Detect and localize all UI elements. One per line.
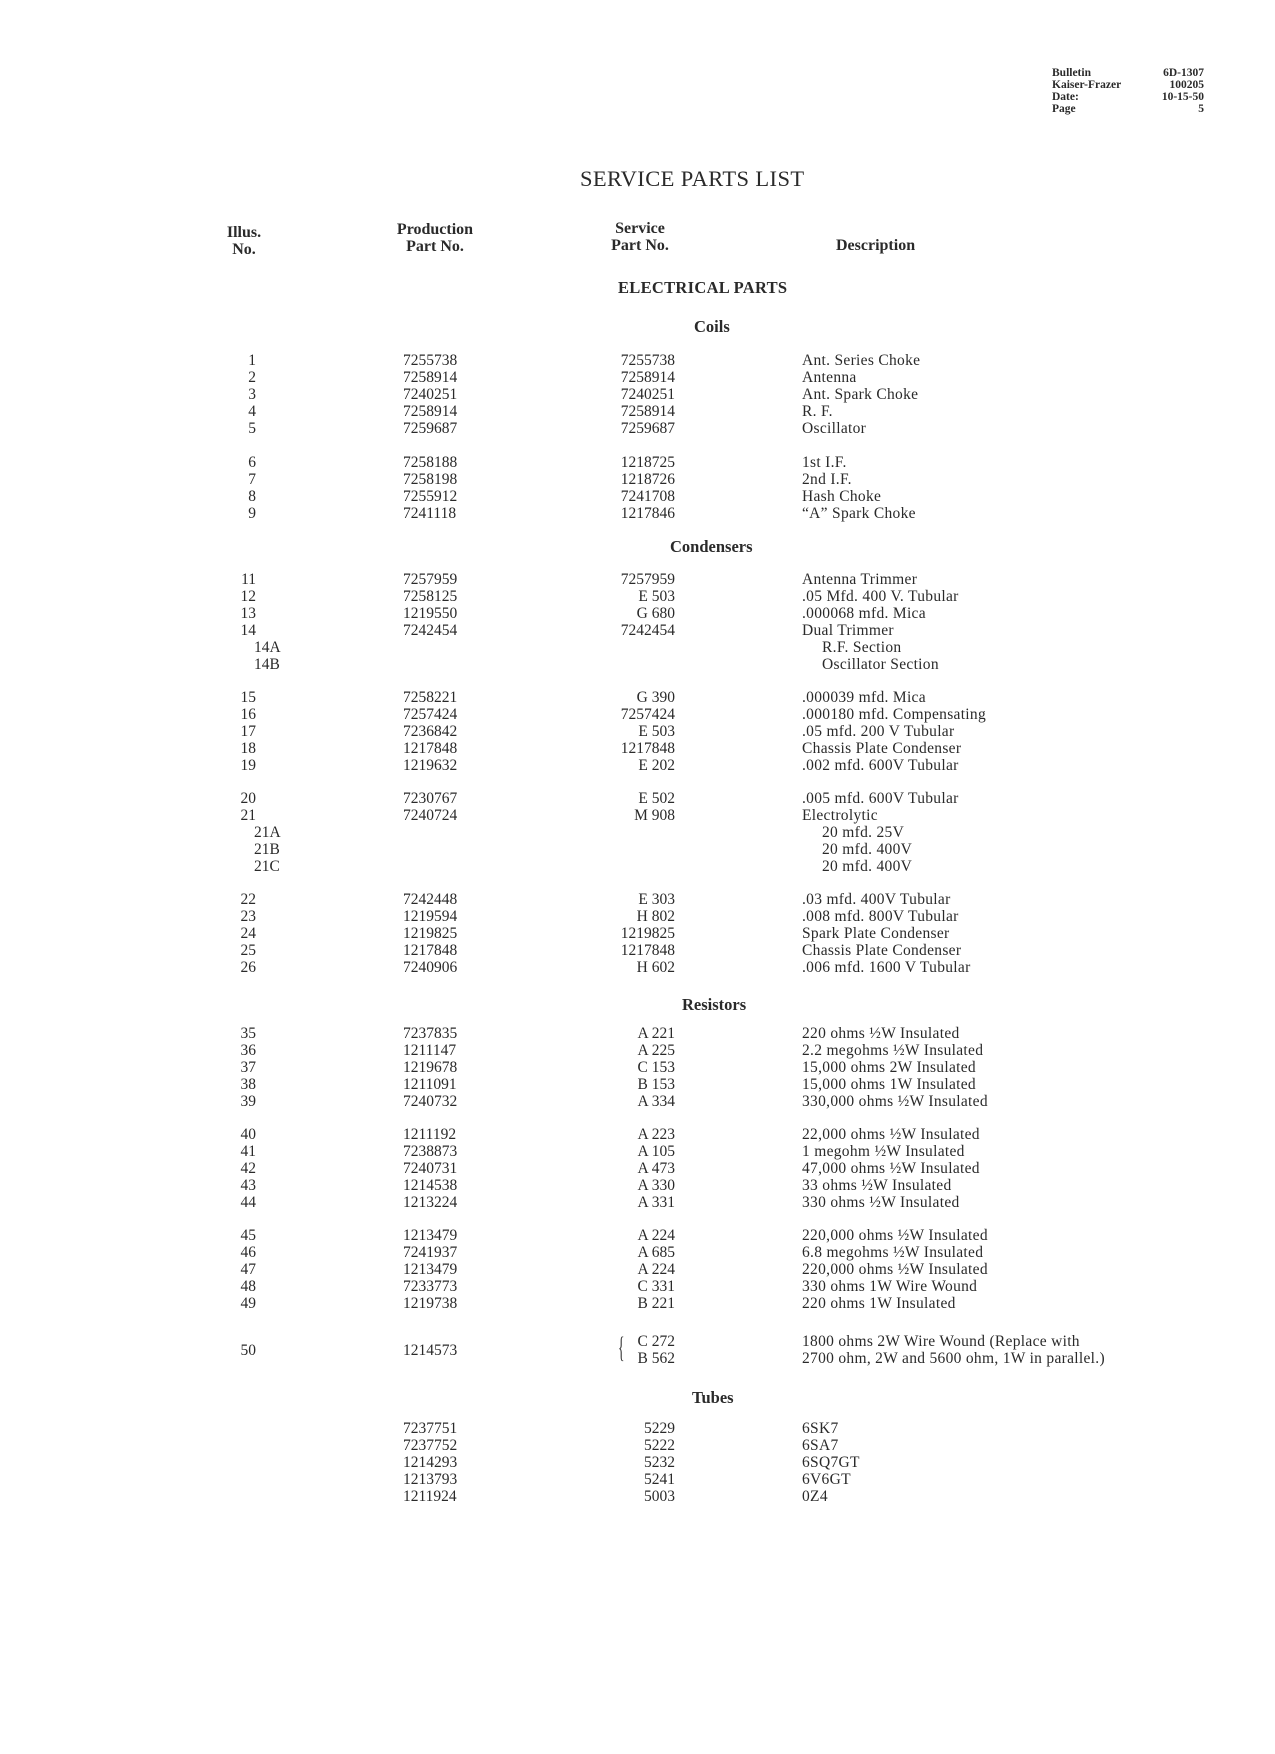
table-row [0, 757, 1275, 774]
service-part-number: 1218726 [620, 471, 675, 488]
production-part-number: 7257959 [403, 571, 458, 588]
table-row [0, 488, 1275, 505]
table-row [0, 1454, 1275, 1471]
service-part-number: 7257959 [620, 571, 675, 588]
part-description: 220 ohms ½W Insulated [802, 1025, 960, 1042]
production-part-number: 1217848 [403, 740, 458, 757]
illus-number: 4 [248, 403, 256, 420]
service-part-number: 7241708 [620, 488, 675, 505]
page-title: SERVICE PARTS LIST [580, 166, 805, 191]
illus-number: 11 [241, 571, 256, 588]
production-part-number: 7258914 [403, 403, 458, 420]
illus-number: 1 [248, 352, 256, 369]
table-row [0, 689, 1275, 706]
illus-number: 36 [240, 1042, 256, 1059]
part-description: 0Z4 [802, 1488, 828, 1505]
table-row [0, 1160, 1275, 1177]
production-part-number: 7237751 [403, 1420, 458, 1437]
service-part-number: 1219825 [620, 925, 675, 942]
section-title-condensers: Condensers [670, 537, 753, 556]
part-description: Antenna [802, 369, 857, 386]
illus-number: 15 [240, 689, 256, 706]
bulletin-value: 5 [1198, 103, 1204, 115]
part-description: Ant. Spark Choke [802, 386, 919, 403]
service-part-number: A 330 [637, 1177, 675, 1194]
table-row [0, 471, 1275, 488]
table-row [0, 1059, 1275, 1076]
production-part-number: 7257424 [403, 706, 458, 723]
production-part-number: 7238873 [403, 1143, 458, 1160]
service-part-number: C 153 [637, 1059, 675, 1076]
production-part-number: 1213793 [403, 1471, 458, 1488]
table-row [0, 386, 1275, 403]
table-row [0, 420, 1275, 437]
service-part-number: 7259687 [620, 420, 675, 437]
part-description: .005 mfd. 600V Tubular [802, 790, 959, 807]
part-description: 330,000 ohms ½W Insulated [802, 1093, 988, 1110]
illus-number: 6 [248, 454, 256, 471]
production-part-number: 7240251 [403, 386, 458, 403]
service-part-number: 1217848 [620, 740, 675, 757]
production-part-number: 1213479 [403, 1227, 458, 1244]
service-part-number: E 303 [638, 891, 675, 908]
part-description: 1 megohm ½W Insulated [802, 1143, 965, 1160]
part-description: .05 Mfd. 400 V. Tubular [802, 588, 959, 605]
service-part-number: H 802 [636, 908, 675, 925]
table-row [0, 1025, 1275, 1042]
table-row [0, 403, 1275, 420]
production-part-number: 7240731 [403, 1160, 458, 1177]
production-part-number: 1217848 [403, 942, 458, 959]
production-part-number: 1219632 [403, 757, 458, 774]
service-part-number: 1217848 [620, 942, 675, 959]
production-part-number: 1211147 [403, 1042, 457, 1059]
bulletin-label: Bulletin [1052, 67, 1091, 79]
part-description: 6SA7 [802, 1437, 839, 1454]
service-part-number: 5232 [644, 1454, 675, 1471]
service-part-number: 5003 [644, 1488, 675, 1505]
illus-number: 21 [240, 807, 256, 824]
production-part-number: 7241118 [403, 505, 457, 522]
table-row [0, 841, 1275, 858]
bulletin-label: Kaiser-Frazer [1052, 79, 1122, 91]
production-part-number: 1219678 [403, 1059, 458, 1076]
table-row [0, 656, 1275, 673]
service-part-number: E 503 [638, 723, 675, 740]
production-part-number: 7255912 [403, 488, 458, 505]
part-description: Antenna Trimmer [802, 571, 918, 588]
part-description: 6.8 megohms ½W Insulated [802, 1244, 984, 1261]
bulletin-value: 100205 [1169, 79, 1204, 91]
table-row [0, 908, 1275, 925]
production-part-number: 7233773 [403, 1278, 458, 1295]
part-description: 20 mfd. 400V [822, 841, 913, 858]
part-description: 220 ohms 1W Insulated [802, 1295, 956, 1312]
service-part-number: A 685 [637, 1244, 675, 1261]
production-part-number: 7237835 [403, 1025, 458, 1042]
part-description: 15,000 ohms 1W Insulated [802, 1076, 976, 1093]
part-description: 20 mfd. 25V [822, 824, 905, 841]
part-description: .03 mfd. 400V Tubular [802, 891, 951, 908]
production-part-number: 7242454 [403, 622, 458, 639]
service-part-number: H 602 [636, 959, 675, 976]
production-part-number: 7258221 [403, 689, 458, 706]
part-description: Electrolytic [802, 807, 878, 824]
part-description: “A” Spark Choke [802, 505, 916, 522]
bulletin-value: 6D-1307 [1163, 67, 1204, 79]
service-part-number: B 153 [637, 1076, 675, 1093]
illus-number: 14 [240, 622, 256, 639]
service-part-number: G 680 [636, 605, 675, 622]
part-description: 330 ohms ½W Insulated [802, 1194, 960, 1211]
table-row [0, 454, 1275, 471]
illus-number: 40 [240, 1126, 256, 1143]
section-title-electrical-parts: ELECTRICAL PARTS [618, 278, 788, 297]
production-part-number: 7258914 [403, 369, 458, 386]
part-description: 2nd I.F. [802, 471, 852, 488]
part-description: Chassis Plate Condenser [802, 740, 962, 757]
illus-number: 49 [240, 1295, 256, 1312]
table-row [0, 959, 1275, 976]
table-row [0, 1126, 1275, 1143]
part-description: Spark Plate Condenser [802, 925, 950, 942]
table-row [0, 1042, 1275, 1059]
table-row [0, 639, 1275, 656]
service-part-number: 7258914 [620, 403, 675, 420]
service-part-number: 5222 [644, 1437, 675, 1454]
illus-number: 35 [240, 1025, 256, 1042]
illus-number: 48 [240, 1278, 256, 1295]
table-row [0, 1295, 1275, 1312]
production-part-number: 7237752 [403, 1437, 458, 1454]
service-part-number: A 223 [637, 1126, 675, 1143]
production-part-number: 1219825 [403, 925, 458, 942]
table-row [0, 858, 1275, 875]
part-description: Oscillator Section [822, 656, 939, 673]
production-part-number: 7258125 [403, 588, 458, 605]
service-part-number: A 473 [637, 1160, 675, 1177]
production-part-number: 1211192 [403, 1126, 457, 1143]
table-row [0, 1227, 1275, 1244]
column-header-line: Part No. [406, 238, 464, 255]
table-row [0, 622, 1275, 639]
service-part-number: 7257424 [620, 706, 675, 723]
production-part-number: 1214293 [403, 1454, 458, 1471]
production-part-number: 7259687 [403, 420, 458, 437]
production-part-number: 7230767 [403, 790, 458, 807]
table-row [0, 740, 1275, 757]
row-50-service-part-a: C 272 [637, 1333, 675, 1350]
table-row [0, 891, 1275, 908]
table-row [0, 807, 1275, 824]
illus-number: 42 [240, 1160, 256, 1177]
production-part-number: 7240724 [403, 807, 458, 824]
illus-number: 12 [240, 588, 256, 605]
column-header-line: Production [396, 221, 474, 238]
bulletin-value: 10-15-50 [1161, 91, 1204, 103]
illus-number: 47 [240, 1261, 256, 1278]
illus-number: 13 [240, 605, 256, 622]
part-description: 20 mfd. 400V [822, 858, 913, 875]
service-part-number: A 225 [637, 1042, 675, 1059]
illus-number: 21A [254, 824, 281, 841]
illus-number: 46 [240, 1244, 256, 1261]
part-description: 15,000 ohms 2W Insulated [802, 1059, 976, 1076]
illus-number: 21C [254, 858, 280, 875]
production-part-number: 7240732 [403, 1093, 458, 1110]
part-description: 6V6GT [802, 1471, 851, 1488]
table-row [0, 1471, 1275, 1488]
production-part-number: 1219550 [403, 605, 458, 622]
production-part-number: 7258198 [403, 471, 458, 488]
part-description: Oscillator [802, 420, 867, 437]
illus-number: 37 [240, 1059, 256, 1076]
illus-number: 24 [240, 925, 256, 942]
part-description: 33 ohms ½W Insulated [802, 1177, 952, 1194]
production-part-number: 7240906 [403, 959, 458, 976]
part-description: .006 mfd. 1600 V Tubular [802, 959, 971, 976]
illus-number: 9 [248, 505, 256, 522]
table-row [0, 588, 1275, 605]
part-description: 47,000 ohms ½W Insulated [802, 1160, 980, 1177]
illus-number: 45 [240, 1227, 256, 1244]
table-row [0, 352, 1275, 369]
part-description: .05 mfd. 200 V Tubular [802, 723, 955, 740]
service-part-number: E 502 [638, 790, 675, 807]
part-description: 1st I.F. [802, 454, 847, 471]
section-title-resistors: Resistors [682, 995, 747, 1014]
table-row [0, 605, 1275, 622]
table-row [0, 942, 1275, 959]
table-row [0, 1261, 1275, 1278]
table-row [0, 790, 1275, 807]
illus-number: 8 [248, 488, 256, 505]
production-part-number: 1219594 [403, 908, 458, 925]
service-part-number: E 503 [638, 588, 675, 605]
part-description: Hash Choke [802, 488, 882, 505]
production-part-number: 1211924 [403, 1488, 457, 1505]
section-title-tubes: Tubes [692, 1388, 734, 1407]
service-part-number: C 331 [637, 1278, 675, 1295]
table-row [0, 1177, 1275, 1194]
service-part-number: M 908 [634, 807, 675, 824]
column-header-line: Service [615, 220, 665, 237]
column-header-description: Description [836, 237, 916, 254]
table-row [0, 1244, 1275, 1261]
illus-number: 41 [240, 1143, 256, 1160]
illus-number: 17 [240, 723, 256, 740]
row-50-service-part-b: B 562 [637, 1350, 675, 1367]
table-row [0, 1420, 1275, 1437]
row-50-illus: 50 [240, 1342, 256, 1359]
part-description: .000068 mfd. Mica [802, 605, 926, 622]
part-description: 2.2 megohms ½W Insulated [802, 1042, 984, 1059]
table-row [0, 369, 1275, 386]
row-50-description-line: 2700 ohm, 2W and 5600 ohm, 1W in parallel.) [802, 1350, 1105, 1367]
column-header-line: Part No. [611, 237, 669, 254]
illus-number: 18 [240, 740, 256, 757]
part-description: 330 ohms 1W Wire Wound [802, 1278, 978, 1295]
illus-number: 5 [248, 420, 256, 437]
brace-icon: { [618, 1331, 625, 1364]
illus-number: 22 [240, 891, 256, 908]
production-part-number: 1213224 [403, 1194, 458, 1211]
column-header-line: No. [232, 241, 256, 258]
column-header-line: Illus. [226, 224, 262, 241]
service-part-number: 7242454 [620, 622, 675, 639]
service-part-number: A 105 [637, 1143, 675, 1160]
table-row [0, 1093, 1275, 1110]
service-part-number: A 224 [637, 1261, 675, 1278]
service-part-number: 7240251 [620, 386, 675, 403]
illus-number: 21B [254, 841, 280, 858]
service-part-number: 7255738 [620, 352, 675, 369]
illus-number: 44 [240, 1194, 256, 1211]
part-description: Ant. Series Choke [802, 352, 921, 369]
row-50-description-line: 1800 ohms 2W Wire Wound (Replace with [802, 1333, 1080, 1350]
part-description: 22,000 ohms ½W Insulated [802, 1126, 980, 1143]
production-part-number: 7258188 [403, 454, 458, 471]
table-row [0, 925, 1275, 942]
production-part-number: 7242448 [403, 891, 458, 908]
part-description: R. F. [802, 403, 833, 420]
bulletin-label: Date: [1052, 91, 1079, 103]
service-part-number: A 331 [637, 1194, 675, 1211]
service-part-number: A 221 [637, 1025, 675, 1042]
table-row [0, 1437, 1275, 1454]
production-part-number: 7241937 [403, 1244, 458, 1261]
illus-number: 38 [240, 1076, 256, 1093]
table-row [0, 706, 1275, 723]
service-part-number: 5241 [644, 1471, 675, 1488]
production-part-number: 7236842 [403, 723, 458, 740]
illus-number: 19 [240, 757, 256, 774]
part-description: 6SK7 [802, 1420, 839, 1437]
table-row [0, 1076, 1275, 1093]
illus-number: 14A [254, 639, 281, 656]
part-description: .002 mfd. 600V Tubular [802, 757, 959, 774]
service-part-number: 7258914 [620, 369, 675, 386]
illus-number: 14B [254, 656, 280, 673]
illus-number: 2 [248, 369, 256, 386]
part-description: .008 mfd. 800V Tubular [802, 908, 959, 925]
illus-number: 23 [240, 908, 256, 925]
illus-number: 20 [240, 790, 256, 807]
production-part-number: 1214538 [403, 1177, 458, 1194]
part-description: .000039 mfd. Mica [802, 689, 926, 706]
part-description: 220,000 ohms ½W Insulated [802, 1227, 988, 1244]
table-row [0, 505, 1275, 522]
table-row [0, 1488, 1275, 1505]
part-description: 220,000 ohms ½W Insulated [802, 1261, 988, 1278]
illus-number: 7 [248, 471, 256, 488]
table-row [0, 1278, 1275, 1295]
bulletin-label: Page [1052, 103, 1076, 115]
service-part-number: 1218725 [620, 454, 675, 471]
part-description: .000180 mfd. Compensating [802, 706, 987, 723]
production-part-number: 1211091 [403, 1076, 457, 1093]
part-description: Dual Trimmer [802, 622, 894, 639]
illus-number: 25 [240, 942, 256, 959]
illus-number: 3 [248, 386, 256, 403]
service-part-number: 1217846 [620, 505, 675, 522]
production-part-number: 1213479 [403, 1261, 458, 1278]
part-description: R.F. Section [822, 639, 902, 656]
service-part-number: 5229 [644, 1420, 675, 1437]
table-row [0, 1143, 1275, 1160]
illus-number: 16 [240, 706, 256, 723]
row-50-production-part: 1214573 [403, 1342, 458, 1359]
table-row [0, 1194, 1275, 1211]
production-part-number: 7255738 [403, 352, 458, 369]
table-row [0, 723, 1275, 740]
service-part-number: A 224 [637, 1227, 675, 1244]
table-row [0, 824, 1275, 841]
illus-number: 43 [240, 1177, 256, 1194]
service-part-number: B 221 [637, 1295, 675, 1312]
illus-number: 39 [240, 1093, 256, 1110]
production-part-number: 1219738 [403, 1295, 458, 1312]
part-description: 6SQ7GT [802, 1454, 860, 1471]
part-description: Chassis Plate Condenser [802, 942, 962, 959]
illus-number: 26 [240, 959, 256, 976]
service-part-number: G 390 [636, 689, 675, 706]
service-part-number: A 334 [637, 1093, 675, 1110]
section-title-coils: Coils [694, 317, 730, 336]
service-part-number: E 202 [638, 757, 675, 774]
table-row [0, 571, 1275, 588]
